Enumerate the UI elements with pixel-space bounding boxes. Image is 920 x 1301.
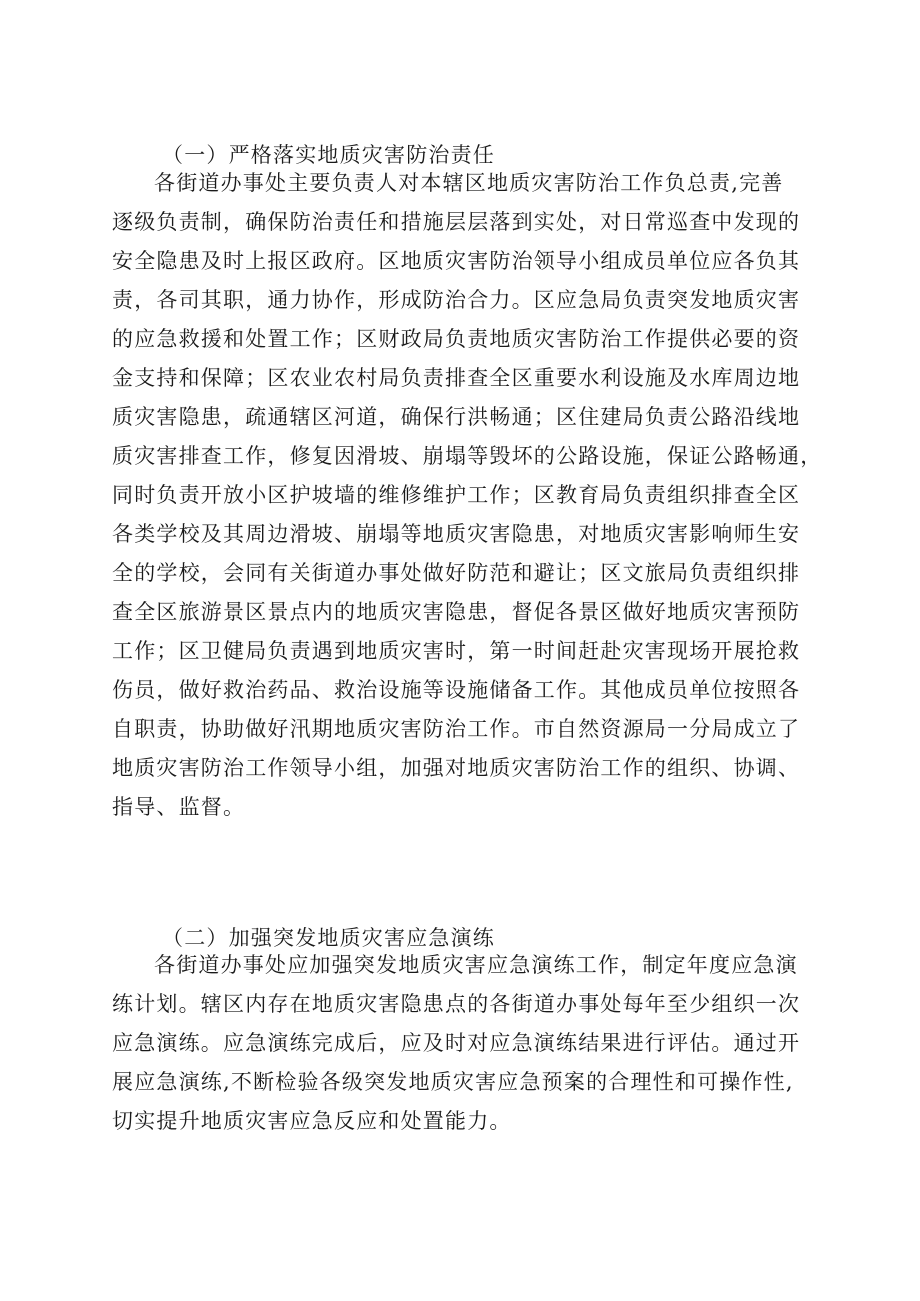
body-line: 伤员，做好救治药品、救治设施等设施储备工作。其他成员单位按照各 [112, 678, 801, 702]
body-line: 练计划。辖区内存在地质灾害隐患点的各街道办事处每年至少组织一次 [112, 992, 801, 1016]
body-line: 查全区旅游景区景点内的地质灾害隐患，督促各景区做好地质灾害预防 [112, 600, 801, 624]
body-line: 金支持和保障；区农业农村局负责排查全区重要水利设施及水库周边地 [112, 366, 801, 390]
section-body [112, 946, 824, 1141]
section-heading: （二）加强突发地质灾害应急演练 [162, 926, 495, 950]
section-heading: （一）严格落实地质灾害防治责任 [162, 143, 495, 167]
body-line: 安全隐患及时上报区政府。区地质灾害防治领导小组成员单位应各负其 [112, 249, 801, 273]
body-line: 质灾害隐患，疏通辖区河道，确保行洪畅通；区住建局负责公路沿线地 [112, 405, 801, 429]
body-line: 全的学校，会同有关街道办事处做好防范和避让；区文旅局负责组织排 [112, 561, 801, 585]
body-line: 逐级负责制，确保防治责任和措施层层落到实处，对日常巡查中发现的 [112, 210, 801, 234]
body-line: 各类学校及其周边滑坡、崩塌等地质灾害隐患，对地质灾害影响师生安 [112, 522, 801, 546]
body-line: 责，各司其职，通力协作，形成防治合力。区应急局负责突发地质灾害 [112, 288, 801, 312]
body-line: 展应急演练,不断检验各级突发地质灾害应急预案的合理性和可操作性, [112, 1070, 794, 1094]
body-line: 同时负责开放小区护坡墙的维修维护工作；区教育局负责组织排查全区 [112, 483, 801, 507]
body-line: 各街道办事处应加强突发地质灾害应急演练工作，制定年度应急演 [154, 953, 798, 977]
body-line: 工作；区卫健局负责遇到地质灾害时，第一时间赶赴灾害现场开展抢救 [112, 639, 801, 663]
body-line: 指导、监督。 [112, 795, 246, 819]
body-line: 切实提升地质灾害应急反应和处置能力。 [112, 1109, 512, 1133]
body-line: 各街道办事处主要负责人对本辖区地质灾害防治工作负总责,完善 [154, 171, 784, 195]
body-line: 自职责，协助做好汛期地质灾害防治工作。市自然资源局一分局成立了 [112, 717, 801, 741]
section-body [112, 164, 824, 827]
body-line: 地质灾害防治工作领导小组，加强对地质灾害防治工作的组织、协调、 [112, 756, 801, 780]
body-line: 质灾害排查工作，修复因滑坡、崩塌等毁坏的公路设施，保证公路畅通， [112, 444, 823, 468]
body-line: 的应急救援和处置工作；区财政局负责地质灾害防治工作提供必要的资 [112, 327, 801, 351]
body-line: 应急演练。应急演练完成后，应及时对应急演练结果进行评估。通过开 [112, 1031, 801, 1055]
